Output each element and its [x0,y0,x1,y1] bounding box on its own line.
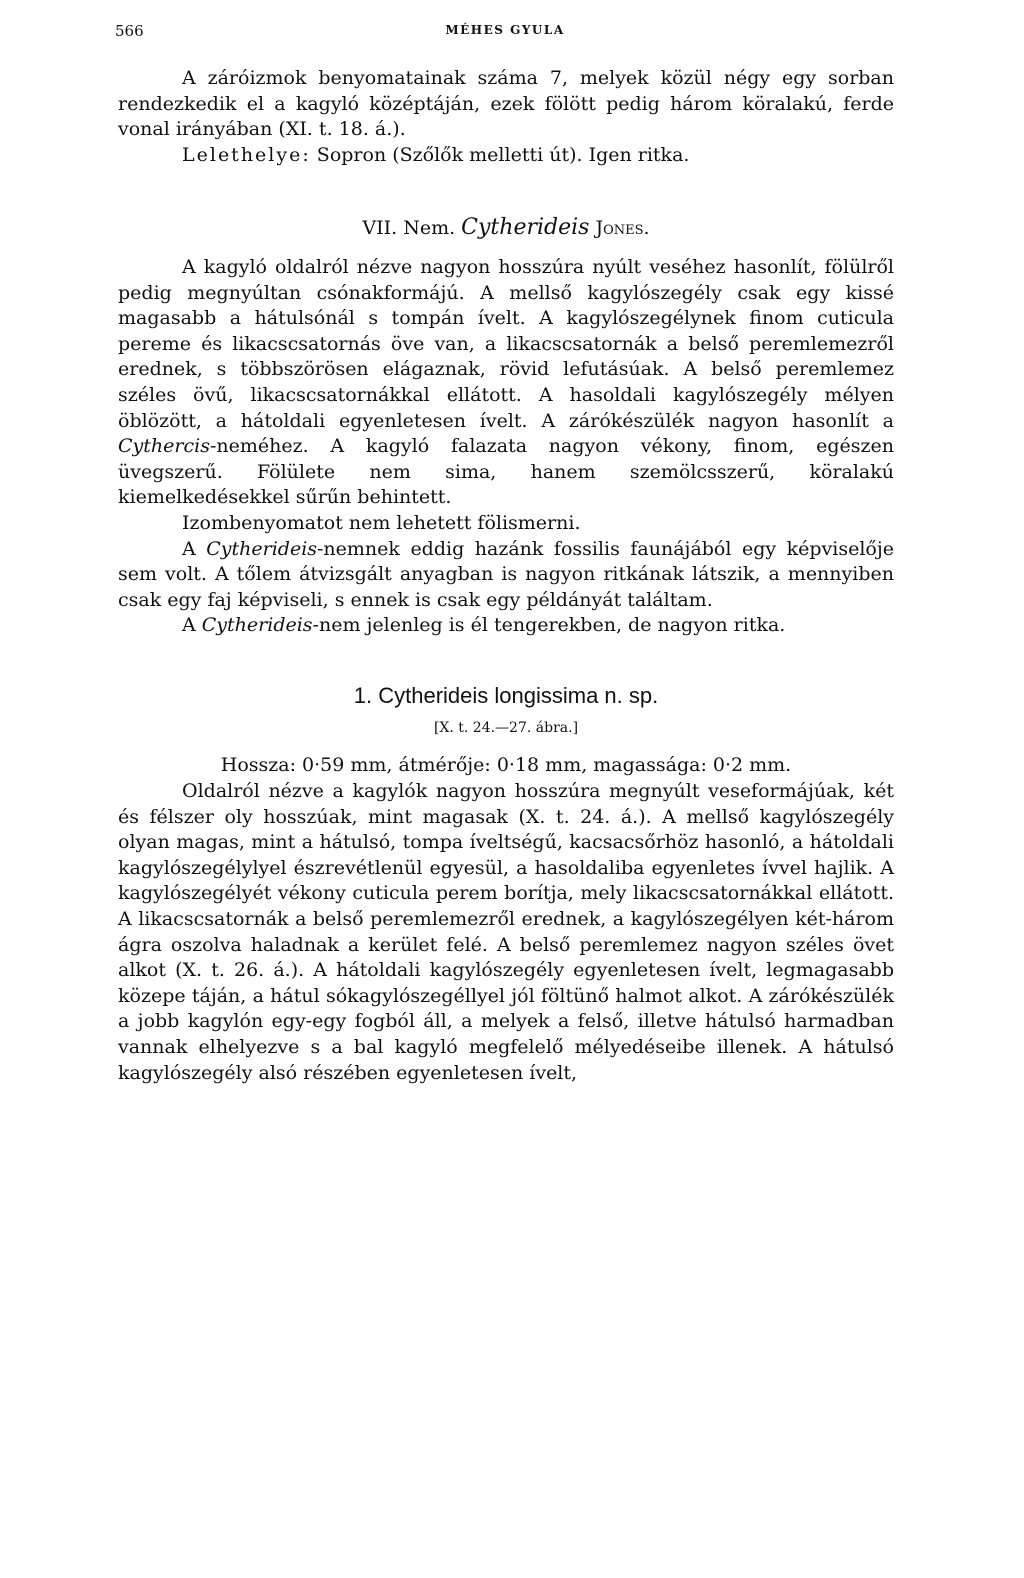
fossil-record-text-2: -nemnek eddig hazánk fossilis faunájából egy képviselője sem volt. A tőlem átvizsgált anyagban is nagyon ritkának látszik, a mennyiben csak egy faj képviseli, s ennek is csak egy példányát találtam. [118,537,894,611]
genus-description-text-1: A kagyló oldalról nézve nagyon hosszúra nyúlt veséhez hasonlít, fölülről pedig megnyúltan csónakformájú. A mellső kagylószegély csak egy kissé magasabb a hátulsónál s tompán ívelt. A kagylószegélynek finom cuticula pereme és likacscsatornás öve van, a likacscsatornák a belső peremlemezről erednek, s többszörösen elágaznak, rövid lefutásúak. A belső peremlemez széles övű, likacscsatornákkal ellátott. A hasoldali kagylószegély mélyen öblözött, a hátoldali egyenletesen ívelt. A zárókészülék nagyon hasonlít a [118,255,894,432]
location-paragraph [118,143,894,169]
page-body [118,66,894,1086]
fossil-record-italic: Cytherideis [206,537,318,560]
genus-description-paragraph [118,255,894,511]
species-description-paragraph: Oldalról nézve a kagylók nagyon hosszúra megnyúlt veseformájúak, két és félszer oly hosszúak, mint magasak (X. t. 24. á.). A mellső kagylószegély olyan magas, mint a hátulsó, tompa íveltségű, kacsacsőrhöz hasonló, a hátoldali kagylószegélylyel észrevétlenül egyesül, a hasoldaliba egyenletes ívvel hajlik. A kagylószegélyét vékony cuticula perem borítja, mely likacscsatornákkal ellátott. A likacscsatornák a belső peremlemezről erednek, a kagylószegélyen két-három ágra oszolva haladnak a kerület felé. A belső peremlemez nagyon széles övet alkot (X. t. 26. á.). A hátoldali kagylószegély egyenletesen ívelt, legmagasabb közepe táján, a hátul sókagylószegéllyel jól föltünő halmot alkot. A zárókészülék a jobb kagylón egy-egy fogból áll, a melyek a felső, illetve hátulsó harmadban vannak elhelyezve s a bal kagyló megfelelő mélyedéseibe illenek. A hátulsó kagylószegély alsó részében egyenletesen ívelt, [118,780,894,1084]
page-header [115,22,895,44]
location-label: Lelethelye: [182,143,311,166]
living-genus-text-1: A [182,614,202,637]
living-genus-italic: Cytherideis [201,614,313,637]
genus-prefix: VII. Nem. [362,217,462,240]
location-text: Sopron (Szőlők melletti út). Igen ritka. [310,143,690,166]
genus-heading [118,215,894,242]
page-number: 566 [115,22,144,40]
species-heading: 1. Cytherideis longissima n. sp. [353,682,659,708]
muscle-scar-paragraph: Izombenyomatot nem lehetett fölismerni. [182,511,581,534]
figure-reference: [X. t. 24.—27. ábra.] [433,719,579,736]
genus-description-text-2: -neméhez. A kagyló falazata nagyon vékony, finom, egészen üvegszerű. Fölülete nem sima, hanem szemölcsszerű, köralakú kiemelkedésekkel sűrűn behintett. [118,435,894,509]
living-genus-paragraph [118,613,894,639]
genus-description-italic: Cythercis [118,435,210,458]
genus-name: Cytherideis [461,215,590,241]
running-head: MÉHES GYULA [445,23,565,37]
fossil-record-text-1: A [182,537,207,560]
fossil-record-paragraph [118,537,894,614]
living-genus-text-2: -nem jelenleg is él tengerekben, de nagyon ritka. [312,614,786,637]
dimensions-line: Hossza: 0·59 mm, átmérője: 0·18 mm, magassága: 0·2 mm. [220,754,792,777]
intro-paragraph: A záróizmok benyomatainak száma 7, melyek közül négy egy sorban rendezkedik el a kagyló középtáján, ezek fölött pedig három köralakú, ferde vonal irányában (XI. t. 18. á.). [118,67,894,141]
genus-author: Jones. [595,217,650,240]
